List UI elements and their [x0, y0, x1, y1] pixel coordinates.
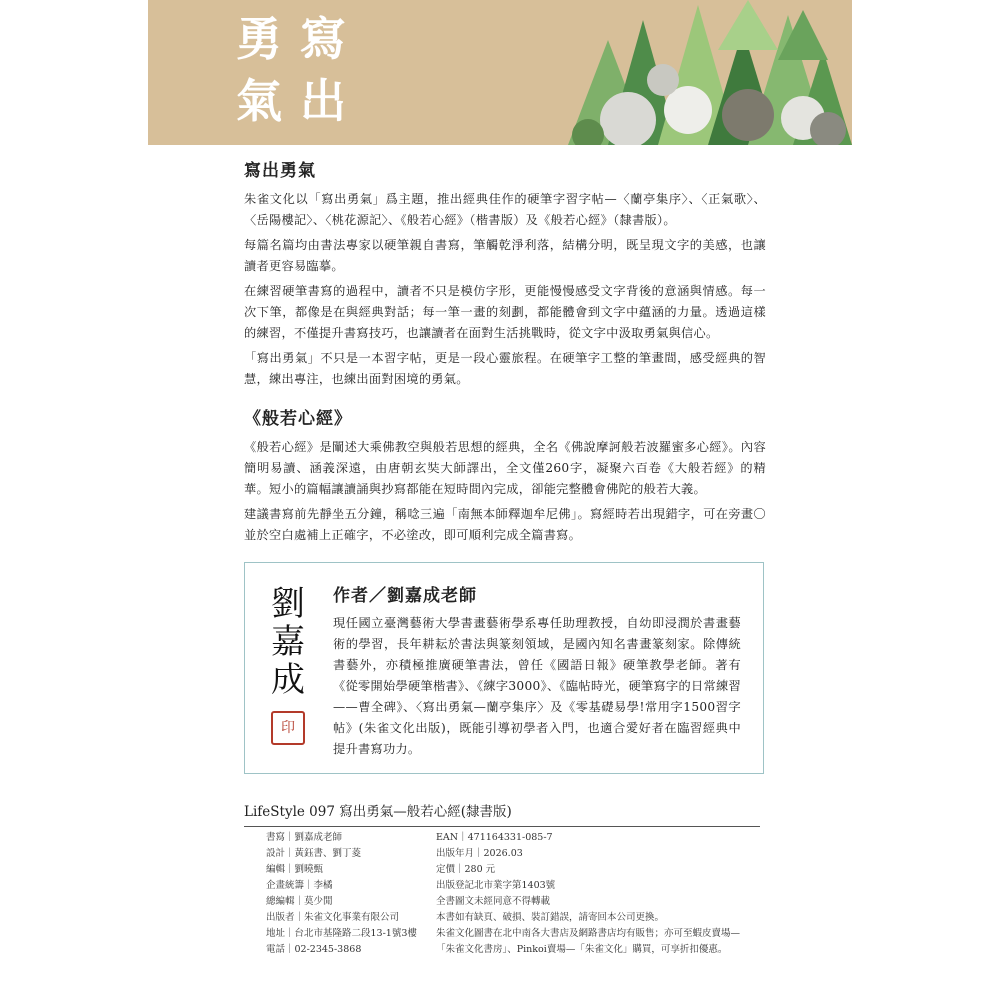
colophon-line: 出版登記北市業字第1403號: [436, 880, 556, 891]
paragraph: 建議書寫前先靜坐五分鐘，稱唸三遍「南無本師釋迦牟尼佛」。寫經時若出現錯字，可在旁畫〇並於空白處補上正確字，不必塗改，即可順利完成全篇書寫。: [244, 507, 766, 542]
section-heading: 寫出勇氣: [244, 161, 316, 181]
colophon-credits: [266, 830, 426, 958]
banner-title: [230, 10, 370, 130]
colophon-line: 出版年月｜2026.03: [436, 848, 523, 859]
colophon-publishing: [436, 830, 766, 958]
book-page: [148, 0, 852, 1000]
paragraph: 《般若心經》是闡述大乘佛教空與般若思想的經典，全名《佛說摩訶般若波羅蜜多心經》。內容簡明易讀、涵義深遠，由唐朝玄奘大師譯出，全文僅260字，凝聚六百卷《大般若經》的精華。短小的篇幅讓讀誦與抄寫都能在短時間內完成，卻能完整體會佛陀的般若大義。: [244, 440, 766, 496]
paragraph: 「寫出勇氣」不只是一本習字帖，更是一段心靈旅程。在硬筆字工整的筆畫間，感受經典的智慧，練出專注，也練出面對困境的勇氣。: [244, 351, 766, 386]
seal-stamp-icon: 印: [271, 711, 305, 745]
signature-char: 嘉: [271, 622, 305, 662]
colophon-line: 設計｜黃鈺書、劉丁菱: [266, 848, 362, 859]
mountain-illustration: [548, 0, 852, 145]
colophon-line: 「朱雀文化書房」、Pinkoi賣場—「朱雀文化」購買，可享折扣優惠。: [436, 944, 728, 955]
section-heading: 《般若心經》: [244, 409, 352, 429]
main-content: [244, 150, 766, 550]
author-bio: 現任國立臺灣藝術大學書畫藝術學系專任助理教授，自幼即浸潤於書畫藝術的學習，長年耕耘於書法與篆刻領域，是國內知名書畫篆刻家。除傳統書藝外，亦積極推廣硬筆書法，曾任《國語日報》硬筆教學老師。著有《從零開始學硬筆楷書》、《練字3000》、《臨帖時光，硬筆寫字的日常練習——曹全碑》、〈寫出勇氣—蘭亭集序〉及《零基礎易學!常用字1500習字帖》(朱雀文化出版)，既能引導初學者入門，也適合愛好者在臨習經典中提升書寫功力。: [333, 616, 741, 756]
colophon-line: 地址｜台北市基隆路二段13-1號3樓: [266, 928, 417, 939]
author-signature: [263, 585, 313, 715]
colophon-line: 企畫統籌｜李橘: [266, 880, 333, 891]
paragraph: 在練習硬筆書寫的過程中，讀者不只是模仿字形，更能慢慢感受文字背後的意涵與情感。每一次下筆，都像是在與經典對話；每一筆一畫的刻劃，都能體會到文字中蘊涵的力量。透過這樣的練習，不僅提升書寫技巧，也讓讀者在面對生活挑戰時，從文字中汲取勇氣與信心。: [244, 284, 766, 340]
colophon-line: 總編輯｜莫少閒: [266, 896, 333, 907]
colophon-line: 本書如有缺頁、破損、裝訂錯誤，請寄回本公司更換。: [436, 912, 665, 923]
paragraph: 朱雀文化以「寫出勇氣」爲主題，推出經典佳作的硬筆字習字帖—〈蘭亭集序〉、〈正氣歌〉、〈岳陽樓記〉、〈桃花源記〉、《般若心經》（楷書版）及《般若心經》（隸書版）。: [244, 192, 766, 227]
author-box: [244, 562, 764, 774]
signature-char: 劉: [271, 584, 305, 624]
book-series-title: LifeStyle 097 寫出勇氣—般若心經(隸書版): [244, 800, 760, 827]
colophon-line: 全書圖文未經同意不得轉載: [436, 896, 551, 907]
signature-char: 成: [271, 660, 305, 700]
colophon-line: EAN｜471164331-085-7: [436, 832, 553, 843]
banner-char: 氣: [236, 74, 282, 128]
header-banner: [148, 0, 852, 145]
paragraph: 每篇名篇均由書法專家以硬筆親自書寫，筆觸乾淨利落，結構分明，既呈現文字的美感，也讓讀者更容易臨摹。: [244, 238, 766, 273]
colophon-line: 定價｜280 元: [436, 864, 496, 875]
colophon-line: 朱雀文化圖書在北中南各大書店及網路書店均有販售；亦可至蝦皮賣場—: [436, 928, 741, 939]
colophon-line: 出版者｜朱雀文化事業有限公司: [266, 912, 400, 923]
colophon-line: 書寫｜劉嘉成老師: [266, 832, 343, 843]
colophon-line: 電話｜02-2345-3868: [266, 944, 362, 955]
colophon-line: 編輯｜劉曉甄: [266, 864, 324, 875]
banner-char: 寫: [300, 12, 346, 66]
banner-char: 出: [300, 74, 346, 128]
author-title: 作者／劉嘉成老師: [333, 586, 477, 606]
banner-char: 勇: [236, 12, 282, 66]
